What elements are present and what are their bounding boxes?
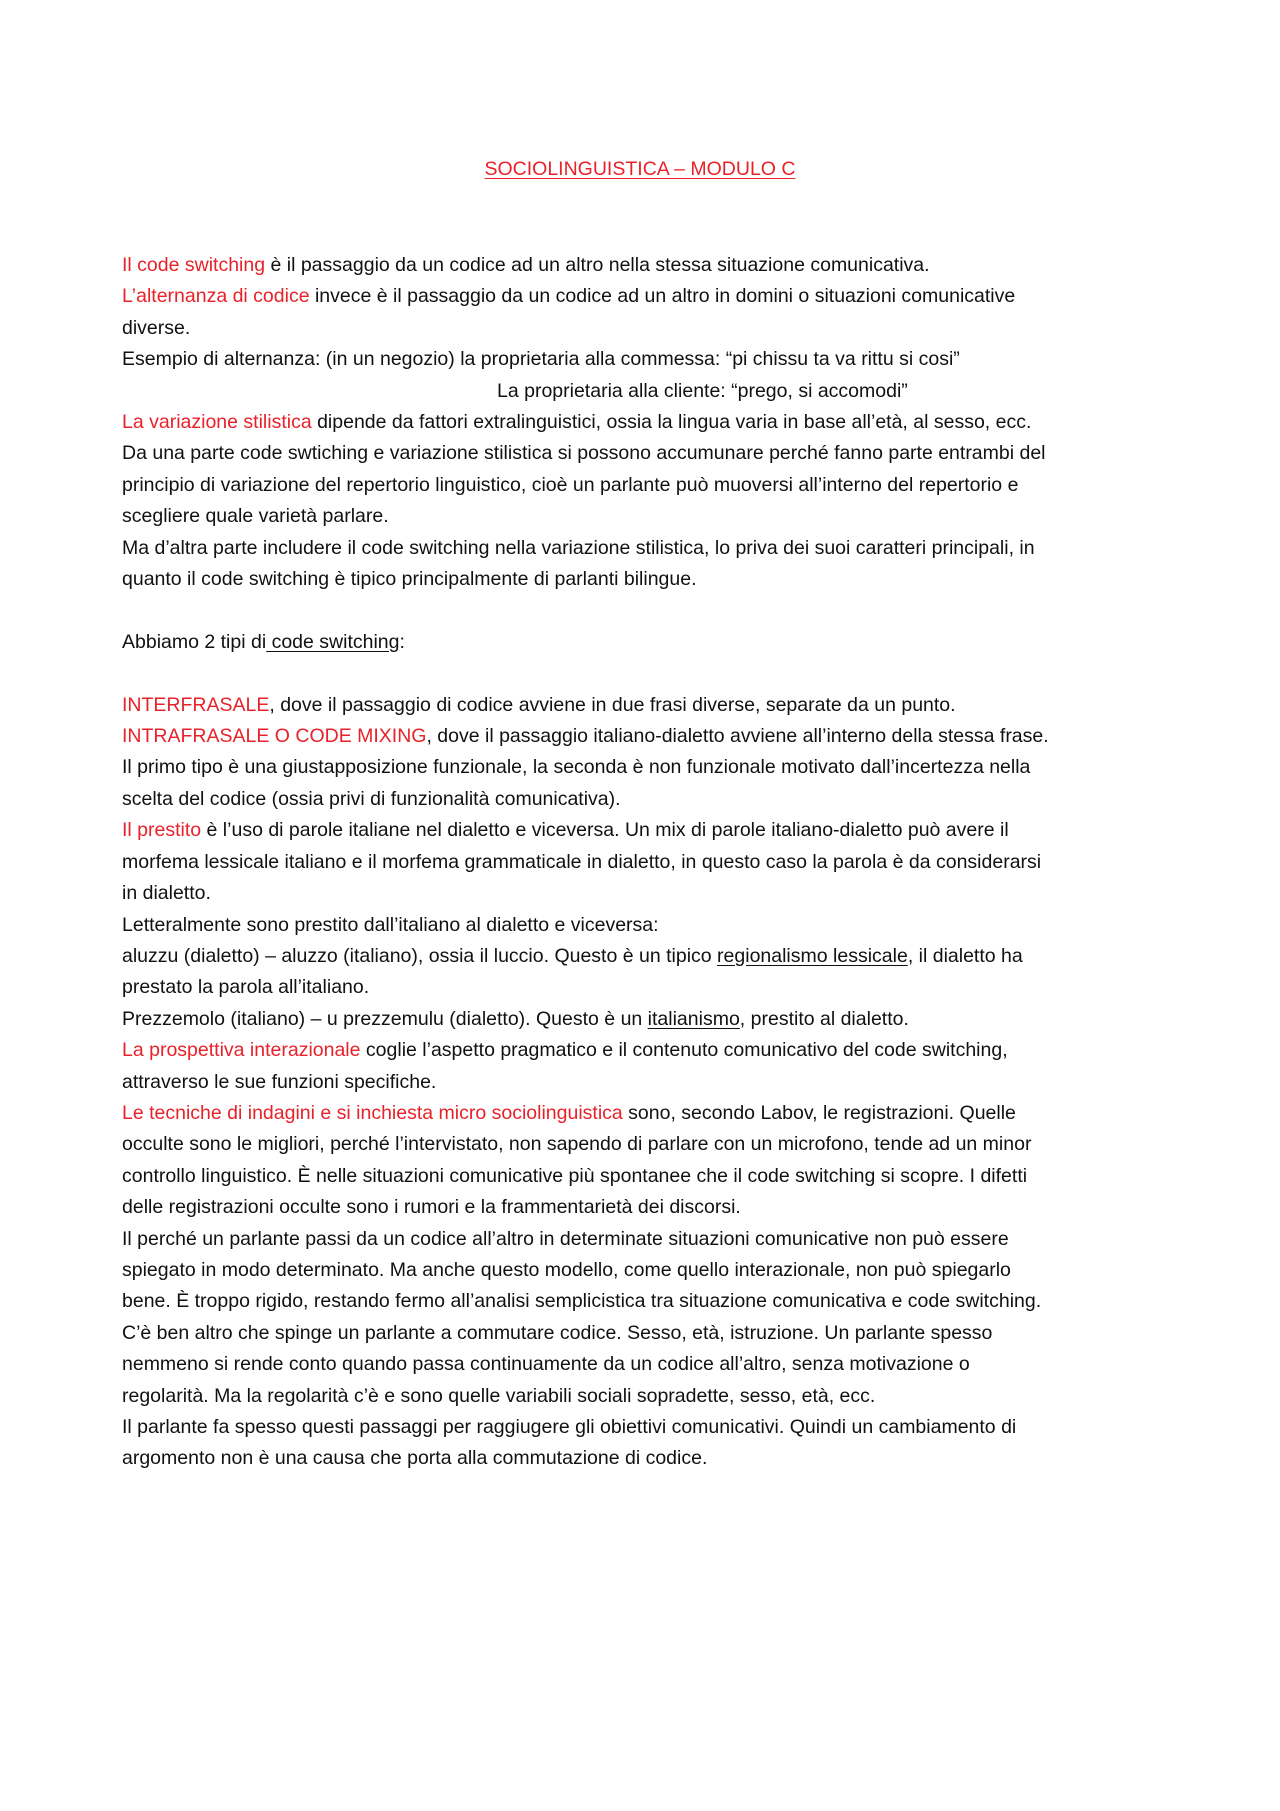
paragraph-code-switching: Il code switching è il passaggio da un codice ad un altro nella stessa situazione comunicativa. xyxy=(122,254,930,276)
paragraph-line: spiegato in modo determinato. Ma anche questo modello, come quello interazionale, non può spiegarlo xyxy=(122,1258,1011,1281)
regionalismo-underlined: regionalismo lessicale xyxy=(717,944,908,967)
paragraph-line: nemmeno si rende conto quando passa continuamente da un codice all’altro, senza motivazione o xyxy=(122,1353,970,1376)
paragraph-line: Letteralmente sono prestito dall’italiano al dialetto e viceversa: xyxy=(122,913,659,936)
paragraph-line: controllo linguistico. È nelle situazioni comunicative più spontanee che il code switching si scopre. I difetti xyxy=(122,1164,1028,1187)
paragraph-line: delle registrazioni occulte sono i rumori e la frammentarietà dei discorsi. xyxy=(122,1196,741,1219)
paragraph-line: in dialetto. xyxy=(122,882,211,905)
paragraph-line: Il parlante fa spesso questi passaggi per raggiugere gli obiettivi comunicativi. Quindi un cambiamento di xyxy=(122,1416,1017,1438)
paragraph-line: regolarità. Ma la regolarità c’è e sono quelle variabili sociali sopradette, sesso, età, ecc. xyxy=(122,1384,876,1407)
paragraph-line: Il primo tipo è una giustapposizione funzionale, la seconda è non funzionale motivato dall’incertezza nella xyxy=(122,756,1031,779)
paragraph-line: diverse. xyxy=(122,316,191,339)
paragraph-line: bene. È troppo rigido, restando fermo all’analisi semplicistica tra situazione comunicativa e code switching. xyxy=(122,1290,1042,1313)
paragraph-line: attraverso le sue funzioni specifiche. xyxy=(122,1070,437,1093)
paragraph-line: prestato la parola all’italiano. xyxy=(122,976,370,999)
term-prospettiva-interazionale: La prospettiva interazionale xyxy=(122,1039,361,1062)
paragraph-line: occulte sono le migliori, perché l’intervistato, non sapendo di parlare con un microfono, tende ad un minor xyxy=(122,1133,1032,1156)
document-title: SOCIOLINGUISTICA – MODULO C xyxy=(484,158,796,180)
example-line-indented: La proprietaria alla cliente: “prego, si accomodi” xyxy=(497,379,908,402)
italianismo-underlined: italianismo xyxy=(647,1007,740,1030)
document-body xyxy=(122,250,1162,1475)
paragraph-line: scelta del codice (ossia privi di funzionalità comunicativa). xyxy=(122,787,621,810)
code-switching-underlined: code switching xyxy=(266,630,400,653)
paragraph-intrafrasale: INTRAFRASALE O CODE MIXING, dove il passaggio italiano-dialetto avviene all’interno della stessa frase. xyxy=(122,725,1049,748)
paragraph-line: Da una parte code swtiching e variazione stilistica si possono accumunare perché fanno parte entrambi del xyxy=(122,442,1046,465)
paragraph-line: morfema lessicale italiano e il morfema grammaticale in dialetto, in questo caso la parola è da considerarsi xyxy=(122,850,1042,873)
paragraph-prestito: Il prestito è l’uso di parole italiane nel dialetto e viceversa. Un mix di parole italiano-dialetto può avere il xyxy=(122,819,1009,842)
paragraph-tecniche: Le tecniche di indagini e si inchiesta micro sociolinguistica sono, secondo Labov, le registrazioni. Quelle xyxy=(122,1101,1016,1124)
example-line: Esempio di alternanza: (in un negozio) la proprietaria alla commessa: “pi chissu ta va rittu si cosi” xyxy=(122,348,960,371)
paragraph-line: Ma d’altra parte includere il code switching nella variazione stilistica, lo priva dei suoi caratteri principali, in xyxy=(122,536,1035,559)
term-tecniche-indagini: Le tecniche di indagini e si inchiesta micro sociolinguistica xyxy=(122,1101,623,1124)
term-alternanza: L’alternanza di codice xyxy=(122,285,310,308)
paragraph-prospettiva: La prospettiva interazionale coglie l’aspetto pragmatico e il contenuto comunicativo del code switching, xyxy=(122,1039,1008,1062)
paragraph-line: aluzzu (dialetto) – aluzzo (italiano), ossia il luccio. Questo è un tipico regionalismo lessicale, il dialetto ha xyxy=(122,944,1023,967)
paragraph-line: principio di variazione del repertorio linguistico, cioè un parlante può muoversi all’interno del repertorio e xyxy=(122,473,1019,496)
term-intrafrasale: INTRAFRASALE O CODE MIXING xyxy=(122,725,427,748)
paragraph-line: Prezzemolo (italiano) – u prezzemulu (dialetto). Questo è un italianismo, prestito al dialetto. xyxy=(122,1007,909,1030)
paragraph-interfrasale: INTERFRASALE, dove il passaggio di codice avviene in due frasi diverse, separate da un punto. xyxy=(122,693,956,716)
paragraph-line: C’è ben altro che spinge un parlante a commutare codice. Sesso, età, istruzione. Un parlante spesso xyxy=(122,1321,993,1344)
paragraph-line: argomento non è una causa che porta alla commutazione di codice. xyxy=(122,1447,708,1470)
term-prestito: Il prestito xyxy=(122,819,202,842)
types-heading: Abbiamo 2 tipi di code switching: xyxy=(122,630,405,653)
paragraph-line: quanto il code switching è tipico principalmente di parlanti bilingue. xyxy=(122,568,697,591)
blank-line xyxy=(122,595,1162,626)
paragraph-alternanza: L’alternanza di codice invece è il passaggio da un codice ad un altro in domini o situazioni comunicative xyxy=(122,285,1016,308)
paragraph-variazione: La variazione stilistica dipende da fattori extralinguistici, ossia la lingua varia in base all’età, al sesso, ecc. xyxy=(122,411,1032,434)
term-variazione-stilistica: La variazione stilistica xyxy=(122,411,312,434)
term-code-switching: Il code switching xyxy=(122,254,266,276)
paragraph-line: scegliere quale varietà parlare. xyxy=(122,505,389,528)
term-interfrasale: INTERFRASALE xyxy=(122,693,270,716)
blank-line xyxy=(122,658,1162,689)
paragraph-line: Il perché un parlante passi da un codice all’altro in determinate situazioni comunicative non può essere xyxy=(122,1227,1009,1250)
